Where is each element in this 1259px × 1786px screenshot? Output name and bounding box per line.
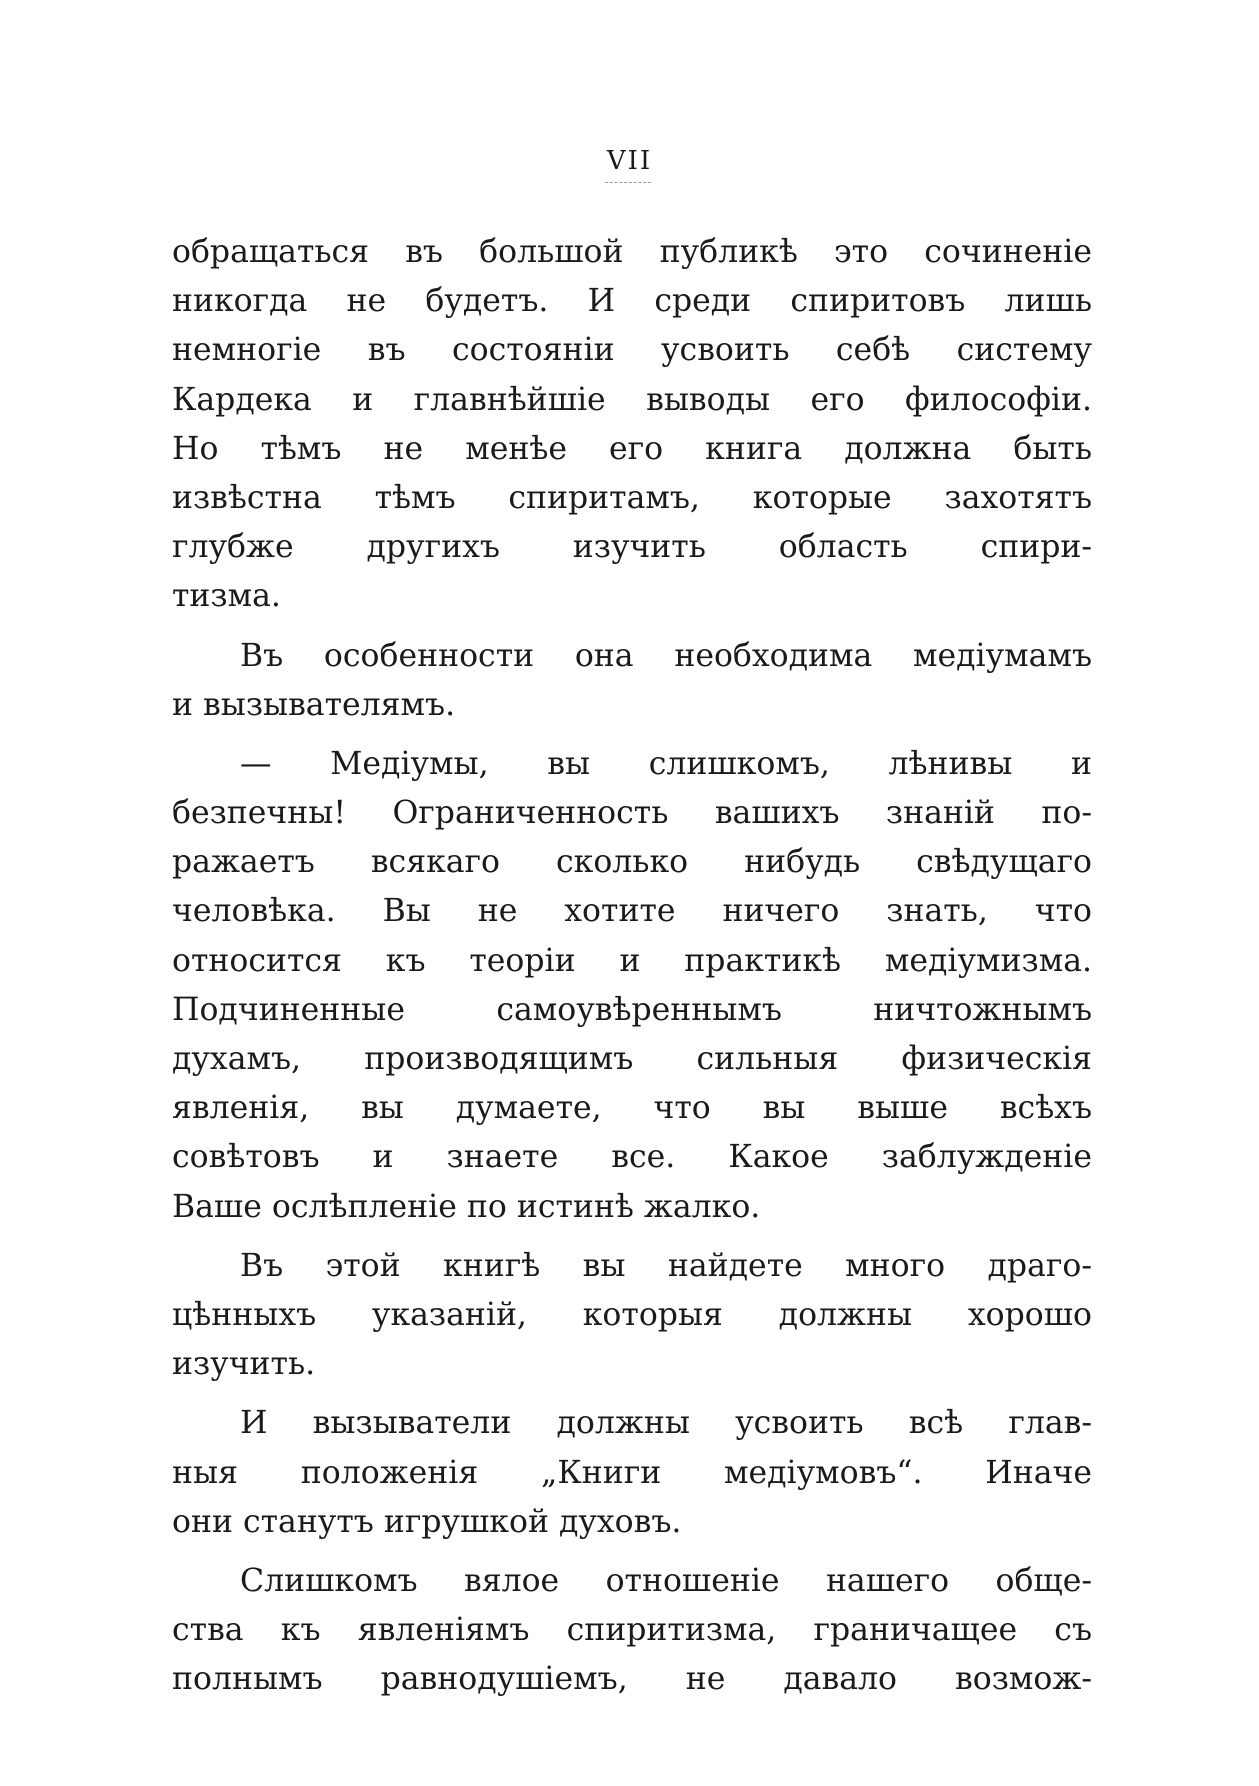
text-line: полнымъ равнодушіемъ, не давало возмож- (172, 1661, 1092, 1698)
text-line: Въ особенности она необходима медіумамъ (240, 637, 1092, 674)
text-line: — Медіумы, вы слишкомъ, лѣнивы и (240, 745, 1092, 782)
text-line: и вызывателямъ. (172, 686, 456, 723)
text-line: ства къ явленіямъ спиритизма, граничащее съ (172, 1612, 1092, 1649)
page-number: VII (606, 146, 653, 176)
text-line: Подчиненные самоувѣреннымъ ничтожнымъ (172, 991, 1092, 1028)
text-line: безпечны! Ограниченность вашихъ знаній по- (172, 795, 1092, 832)
text-line: изучить. (172, 1346, 316, 1383)
text-line: ныя положенія „Книги медіумовъ“. Иначе (172, 1454, 1092, 1491)
text-line: духамъ, производящимъ сильныя физическія (172, 1041, 1092, 1077)
text-line: Кардека и главнѣйшіе выводы его философіи. (172, 381, 1092, 418)
body-text (172, 228, 1092, 1704)
text-line: относится къ теоріи и практикѣ медіумизма. (172, 942, 1092, 979)
paragraph (172, 1557, 1092, 1705)
text-line: Въ этой книгѣ вы найдете много драго- (240, 1247, 1092, 1284)
text-line: тизма. (172, 578, 281, 615)
text-line: они станутъ игрушкой духовъ. (172, 1503, 682, 1540)
text-line: Ваше ослѣпленіе по истинѣ жалко. (172, 1188, 761, 1225)
paragraph (172, 632, 1092, 730)
text-line: обращаться въ большой публикѣ это сочиненіе (172, 234, 1092, 270)
paragraph (172, 1399, 1092, 1547)
text-line: никогда не будетъ. И среди спиритовъ лишь (172, 283, 1092, 320)
text-line: человѣка. Вы не хотите ничего знать, что (172, 893, 1092, 930)
text-line: И вызыватели должны усвоить всѣ глав- (240, 1405, 1092, 1442)
text-line: немногіе въ состояніи усвоить себѣ систему (172, 332, 1092, 369)
text-line: извѣстна тѣмъ спиритамъ, которые захотятъ (172, 479, 1092, 516)
text-line: ражаетъ всякаго сколько нибудь свѣдущаго (172, 844, 1092, 881)
paragraph (172, 1242, 1092, 1390)
page-number-rule (605, 182, 651, 183)
text-line: совѣтовъ и знаете все. Какое заблужденіе (172, 1139, 1092, 1176)
text-line: Слишкомъ вялое отношеніе нашего обще- (240, 1562, 1092, 1599)
text-line: Но тѣмъ не менѣе его книга должна быть (172, 430, 1092, 467)
text-line: глубже другихъ изучить область спири- (172, 529, 1092, 566)
text-line: цѣнныхъ указаній, которыя должны хорошо (172, 1296, 1092, 1333)
text-line: явленія, вы думаете, что вы выше всѣхъ (172, 1090, 1092, 1127)
paragraph (172, 740, 1092, 1232)
paragraph (172, 228, 1092, 622)
